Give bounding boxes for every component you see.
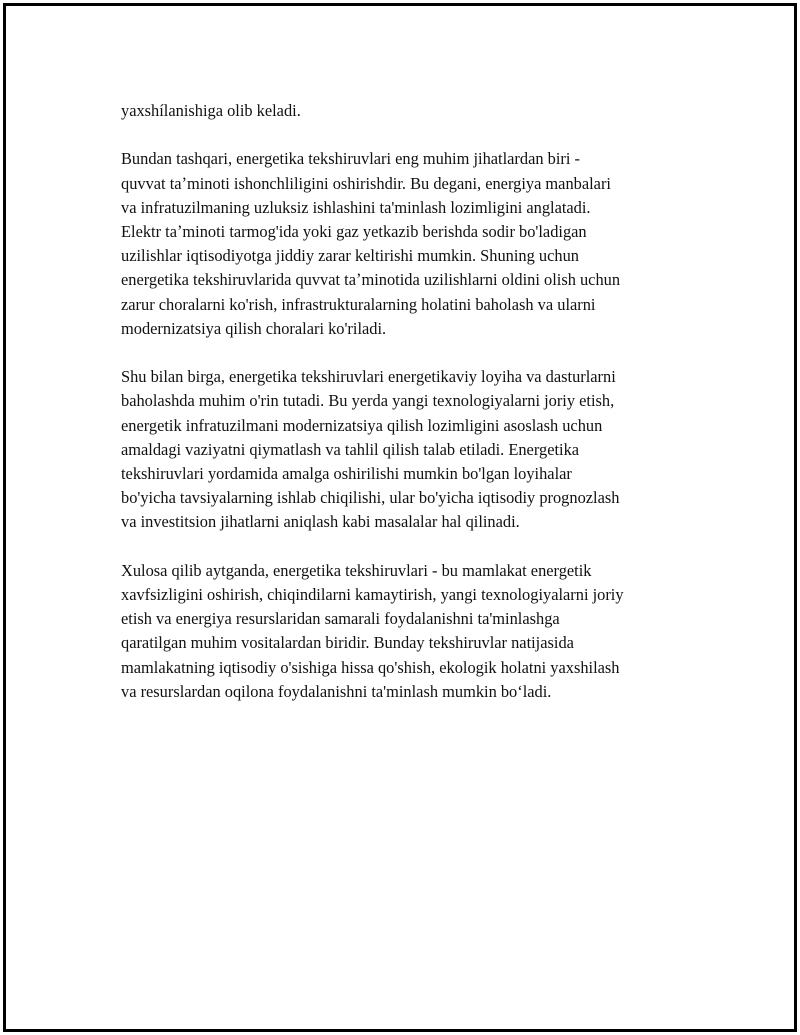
paragraph-spacer: [121, 535, 696, 559]
text-line: zarur choralarni ko'rish, infrastrukturalarning holatini baholash va ularni: [121, 294, 596, 314]
paragraph-2: [121, 147, 696, 341]
text-line: va infratuzilmaning uzluksiz ishlashini ta'minlash lozimligini anglatadi.: [121, 197, 591, 217]
paragraph-spacer: [121, 341, 696, 365]
text-line: quvvat taʼminoti ishonchliligini oshirishdir. Bu degani, energiya manbalari: [121, 173, 611, 193]
text-line: modernizatsiya qilish choralari ko'riladi.: [121, 318, 387, 338]
text-line: bo'yicha tavsiyalarning ishlab chiqilishi, ular bo'yicha iqtisodiy prognozlash: [121, 488, 620, 508]
text-line: qaratilgan muhim vositalardan biridir. Bunday tekshiruvlar natijasida: [121, 633, 574, 653]
text-line: uzilishlar iqtisodiyotga jiddiy zarar keltirishi mumkin. Shuning uchun: [121, 246, 579, 266]
text-line: va resurslardan oqilona foydalanishni ta'minlash mumkin boʻladi.: [121, 681, 552, 701]
paragraph-spacer: [121, 123, 696, 147]
text-line: Elektr taʼminoti tarmog'ida yoki gaz yetkazib berishda sodir bo'ladigan: [121, 222, 587, 241]
paragraph-3: [121, 365, 696, 534]
text-line: va investitsion jihatlarni aniqlash kabi masalalar hal qilinadi.: [121, 512, 520, 532]
document-body: [121, 99, 696, 704]
text-line: yaxshílanishiga olib keladi.: [121, 101, 301, 120]
text-line: Bundan tashqari, energetika tekshiruvlari eng muhim jihatlardan biri -: [121, 149, 580, 169]
text-line: energetik infratuzilmani modernizatsiya qilish lozimligini asoslash uchun: [121, 415, 603, 435]
text-line: mamlakatning iqtisodiy o'sishiga hissa qo'shish, ekologik holatni yaxshilash: [121, 657, 620, 677]
text-line: Xulosa qilib aytganda, energetika tekshiruvlari - bu mamlakat energetik: [121, 560, 592, 580]
document-page: [3, 3, 797, 1032]
text-line: etish va energiya resurslaridan samarali foydalanishni ta'minlashga: [121, 609, 560, 629]
text-line: Shu bilan birga, energetika tekshiruvlari energetikaviy loyiha va dasturlarni: [121, 367, 616, 387]
paragraph-1: [121, 99, 696, 123]
text-line: tekshiruvlari yordamida amalga oshirilishi mumkin bo'lgan loyihalar: [121, 464, 572, 484]
text-line: xavfsizligini oshirish, chiqindilarni kamaytirish, yangi texnologiyalarni joriy: [121, 585, 624, 605]
paragraph-4: [121, 559, 696, 704]
text-line: energetika tekshiruvlarida quvvat taʼminotida uzilishlarni oldini olish uchun: [121, 270, 621, 290]
text-line: baholashda muhim o'rin tutadi. Bu yerda yangi texnologiyalarni joriy etish,: [121, 391, 615, 411]
text-line: amaldagi vaziyatni qiymatlash va tahlil qilish talab etiladi. Energetika: [121, 439, 580, 459]
